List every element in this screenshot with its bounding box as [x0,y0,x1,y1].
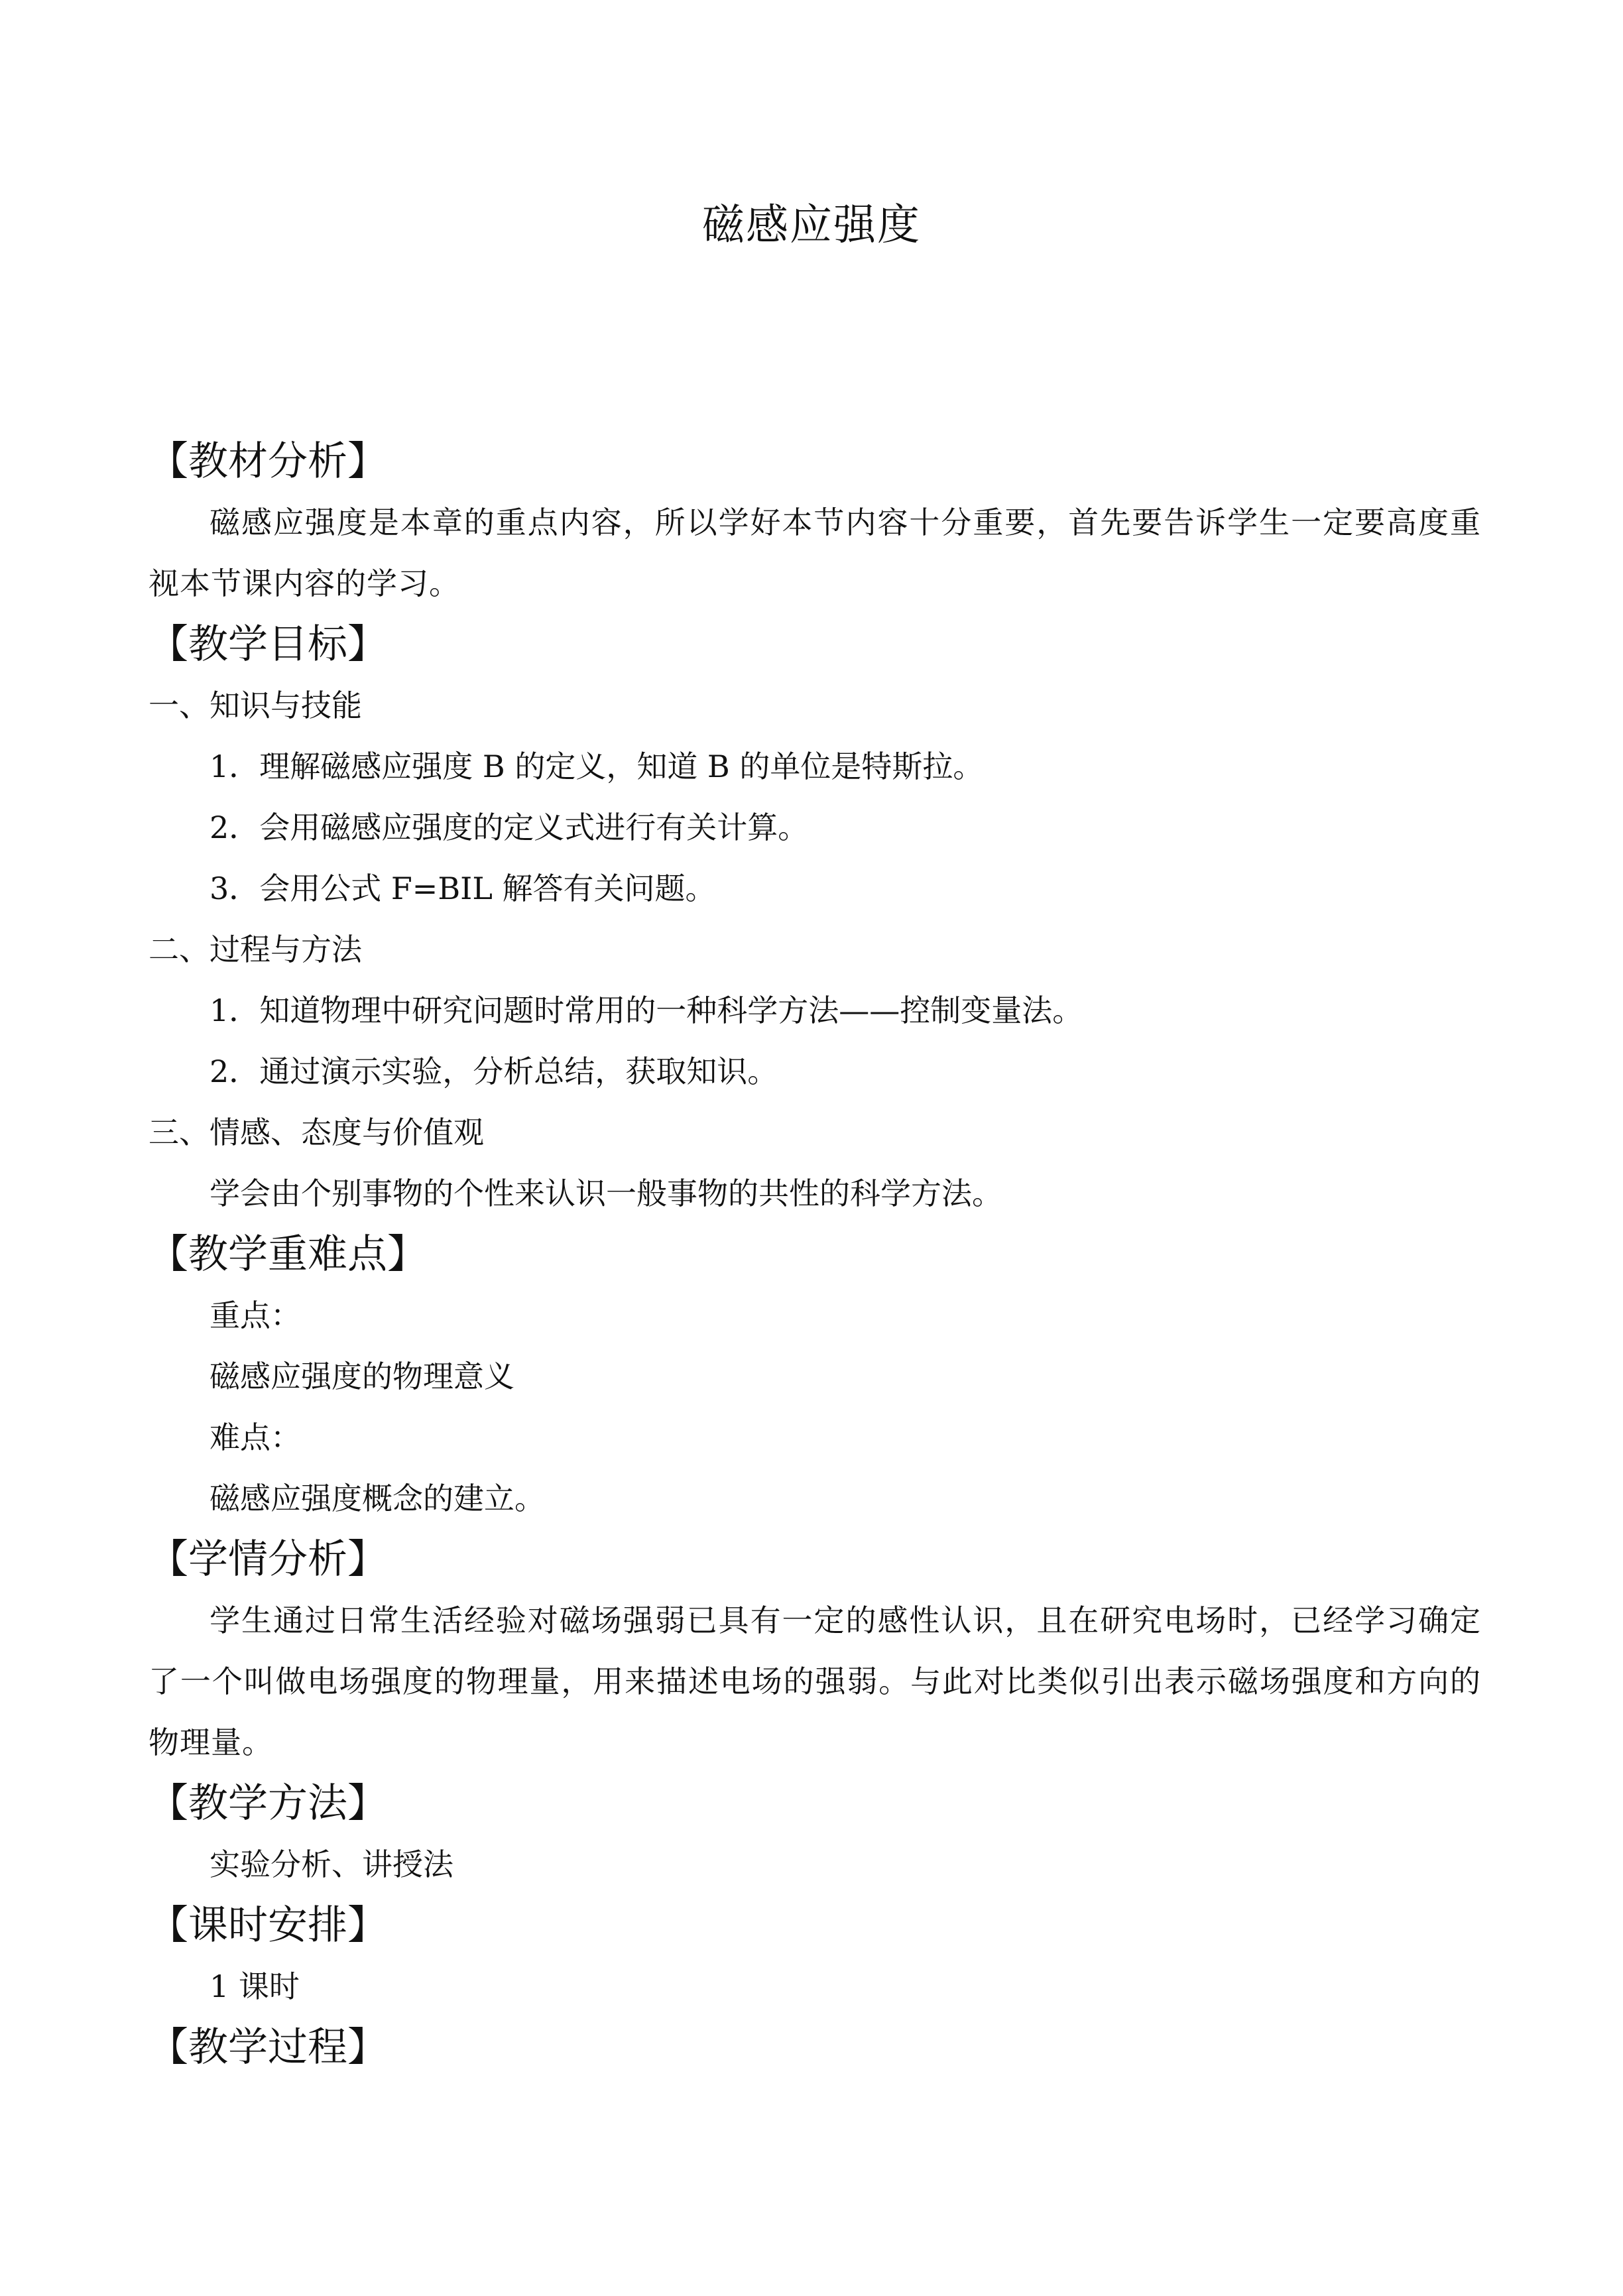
list-item: 2．会用磁感应强度的定义式进行有关计算。 [210,810,809,845]
text-emotion-values: 学会由个别事物的个性来认识一般事物的共性的科学方法。 [210,1176,1002,1211]
heading-teaching-process: 【教学过程】 [149,2024,387,2071]
heading-key-difficult-points: 【教学重难点】 [149,1231,427,1278]
text-difficult-point: 磁感应强度概念的建立。 [210,1480,545,1516]
text-class-schedule: 1 课时 [210,1968,300,2004]
heading-class-schedule: 【课时安排】 [149,1902,387,1949]
list-item: 2．通过演示实验，分析总结，获取知识。 [210,1054,778,1089]
document-title: 磁感应强度 [702,201,921,250]
document-body [149,431,1481,2078]
paragraph-student-analysis: 学生通过日常生活经验对磁场强弱已具有一定的感性认识，且在研究电场时，已经学习确定了一个叫做电场强度的物理量，用来描述电场的强弱。与此对比类似引出表示磁场强度和方向的物理量。 [149,1602,1481,1760]
paragraph-textbook-analysis: 磁感应强度是本章的重点内容，所以学好本节内容十分重要，首先要告诉学生一定要高度重视本节课内容的学习。 [149,505,1481,601]
heading-textbook-analysis: 【教材分析】 [149,438,387,485]
heading-student-analysis: 【学情分析】 [149,1536,387,1583]
subheading-emotion-values: 三、情感、态度与价值观 [149,1115,484,1150]
subheading-process-methods: 二、过程与方法 [149,932,362,967]
heading-teaching-methods: 【教学方法】 [149,1780,387,1827]
list-item: 3．会用公式 F=BIL 解答有关问题。 [210,871,716,906]
label-key-point: 重点： [210,1298,301,1333]
subheading-knowledge-skills: 一、知识与技能 [149,688,362,723]
text-teaching-methods: 实验分析、讲授法 [210,1846,453,1882]
list-item: 1．理解磁感应强度 B 的定义，知道 B 的单位是特斯拉。 [210,749,984,784]
text-key-point: 磁感应强度的物理意义 [210,1359,514,1394]
list-item: 1．知道物理中研究问题时常用的一种科学方法——控制变量法。 [210,993,1083,1028]
label-difficult-point: 难点： [210,1420,301,1455]
heading-teaching-objectives: 【教学目标】 [149,621,387,668]
